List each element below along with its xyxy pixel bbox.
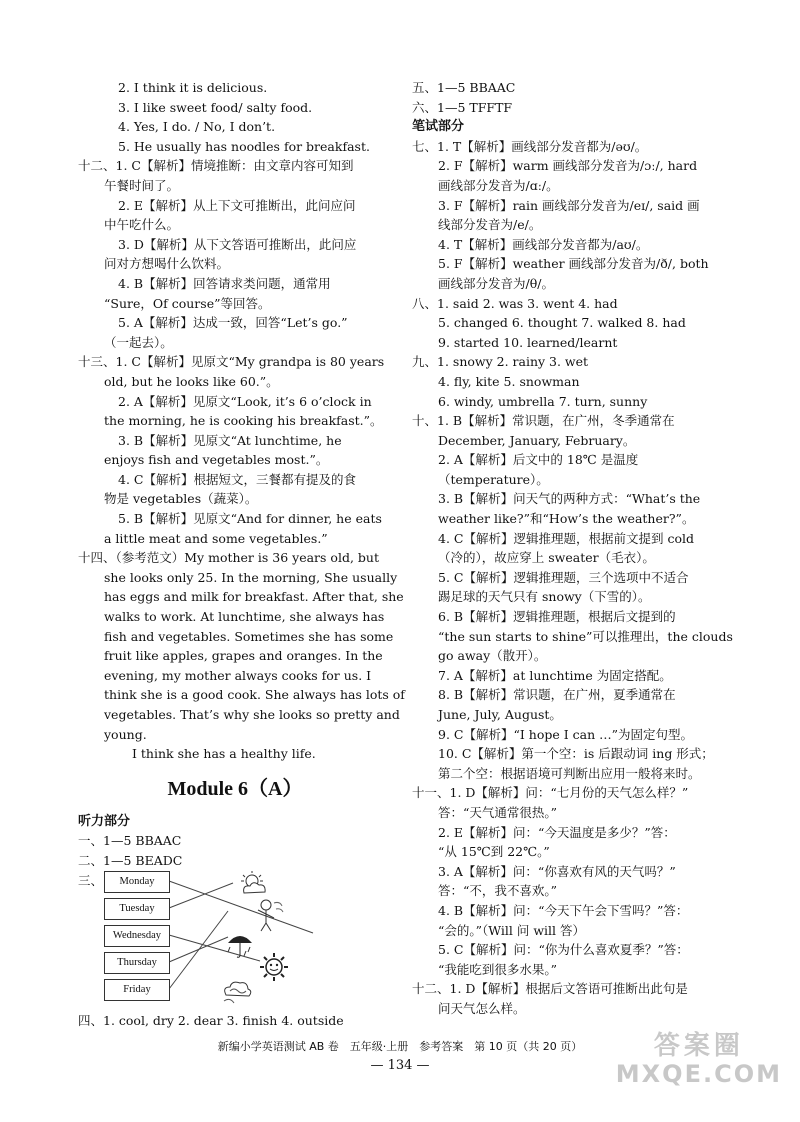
right-answer-line: 第二个空：根据语境可判断出应用一般将来时。 [438, 765, 701, 781]
right-answer-line: go away（散开）。 [438, 648, 547, 664]
left-answer-line: the morning, he is cooking his breakfast.”。 [104, 413, 383, 429]
left-answer-line: 4. Yes, I do. / No, I don’t. [118, 119, 276, 135]
left-answer-line: 2. A【解析】见原文“Look, it’s 6 o’clock in [118, 393, 372, 409]
left-answer-line: 3. I like sweet food/ salty food. [118, 99, 313, 115]
section-four-answers: 四、1. cool, dry 2. dear 3. finish 4. outside [78, 1012, 344, 1028]
left-answer-line: vegetables. That’s why she looks so pretty and [104, 707, 400, 722]
right-answer-line: 笔试部分 [412, 119, 465, 135]
right-answer-line: 7. A【解析】at lunchtime 为固定搭配。 [438, 667, 672, 683]
right-answer-line: （冷的），故应穿上 sweater（毛衣）。 [438, 550, 655, 566]
sun-face-icon [260, 953, 288, 981]
right-answer-line: 答：“天气通常很热。” [438, 804, 558, 820]
watermark-top: 答案圈 [653, 1031, 744, 1061]
day-box-monday: Monday [104, 871, 170, 893]
right-answer-lines [412, 78, 733, 1019]
sunny-cloud-icon [241, 871, 265, 893]
right-answer-line: 2. E【解析】问：“今天温度是多少？”答： [438, 824, 676, 840]
wind-cloud-icon [224, 982, 251, 1003]
right-column [412, 78, 733, 1019]
right-answer-line: 5. changed 6. thought 7. walked 8. had [438, 315, 686, 331]
left-answer-line: 物是 vegetables（蔬菜）。 [104, 491, 258, 507]
left-answer-line: （一起去）。 [104, 334, 173, 350]
right-answer-line: 五、1—5 BBAAC [412, 80, 516, 95]
module-title: Module 6（A） [167, 777, 303, 800]
left-answer-line: 5. B【解析】见原文“And for dinner, he eats [118, 511, 382, 527]
right-answer-line: 2. F【解析】warm 画线部分发音为/ɔː/, hard [438, 158, 698, 174]
site-watermark [616, 1032, 782, 1088]
right-answer-line: 九、1. snowy 2. rainy 3. wet [412, 354, 589, 370]
match-line-2 [169, 883, 233, 908]
right-answer-line: 9. started 10. learned/learnt [438, 334, 618, 350]
right-answer-line: 6. B【解析】逻辑推理题，根据后文提到的 [438, 609, 676, 625]
right-answer-line: 七、1. T【解析】画线部分发音都为/əʊ/。 [412, 138, 648, 154]
right-answer-line: “会的。”（Will 问 will 答） [438, 922, 586, 938]
page-number: — 134 — [370, 1058, 430, 1073]
left-answer-line: 2. I think it is delicious. [118, 80, 268, 95]
right-answer-line: 六、1—5 TFFTF [412, 99, 513, 115]
left-answer-line: fruit like apples, grapes and oranges. In the [104, 648, 383, 664]
right-answer-line: “从 15℃到 22℃。” [438, 844, 550, 860]
right-answer-line: 3. F【解析】rain 画线部分发音为/eɪ/, said 画 [438, 197, 700, 213]
left-answer-line: 问对方想喝什么饮料。 [104, 256, 230, 272]
right-answer-line: 4. C【解析】逻辑推理题，根据前文提到 cold [438, 530, 694, 546]
right-answer-line: 6. windy, umbrella 7. turn, sunny [438, 393, 648, 409]
left-answer-lines [78, 78, 405, 764]
matching-label: 三、 [78, 872, 104, 888]
day-box-thursday: Thursday [104, 952, 170, 974]
right-answer-line: 10. C【解析】第一个空：is 后跟动词 ing 形式； [438, 746, 714, 762]
boy-in-wind-icon [258, 900, 283, 931]
right-answer-line: 画线部分发音为/θ/。 [438, 275, 554, 291]
left-answer-line: fish and vegetables. Sometimes she has some [104, 628, 394, 644]
right-answer-line: “the sun starts to shine”可以推理出，the clouds [438, 628, 733, 644]
right-answer-line: 5. C【解析】问：“你为什么喜欢夏季？”答： [438, 942, 689, 958]
right-answer-line: 4. fly, kite 5. snowman [438, 373, 580, 389]
left-answer-line: young. [104, 726, 147, 742]
left-answer-line: walks to work. At lunchtime, she always has [104, 609, 385, 625]
left-answer-line: I think she has a healthy life. [132, 746, 316, 762]
left-column [78, 78, 405, 1030]
right-answer-line: June, July, August。 [438, 707, 562, 722]
listening-answer-1: 一、1—5 BBAAC [78, 833, 182, 849]
left-answer-line: 4. C【解析】根据短文，三餐都有提及的食 [118, 471, 356, 487]
match-line-1 [169, 881, 313, 933]
left-answer-line: 十三、1. C【解析】见原文“My grandpa is 80 years [78, 354, 385, 370]
footer-text: 新编小学英语测试 AB 卷 五年级·上册 参考答案 第 10 页（共 20 页） [217, 1040, 583, 1053]
watermark-bottom: MXQE.COM [615, 1060, 782, 1088]
day-box-tuesday: Tuesday [104, 898, 170, 920]
right-answer-line: 5. C【解析】逻辑推理题，三个选项中不适合 [438, 569, 689, 585]
listening-answer-2: 二、1—5 BEADC [78, 852, 183, 868]
left-answer-line: 4. B【解析】回答请求类问题，通常用 [118, 275, 331, 291]
left-answer-line: old, but he looks like 60.”。 [104, 373, 279, 389]
right-answer-line: 3. A【解析】问：“你喜欢有风的天气吗？” [438, 863, 676, 879]
left-answer-line: a little meat and some vegetables.” [104, 530, 328, 546]
right-answer-line: 4. T【解析】画线部分发音都为/aʊ/。 [438, 236, 649, 252]
left-answer-line: has eggs and milk for breakfast. After that, she [104, 589, 404, 605]
right-answer-line: December, January, February。 [438, 432, 636, 448]
right-answer-line: 2. A【解析】后文中的 18℃ 是温度 [438, 452, 639, 468]
left-answer-line: 中午吃什么。 [104, 217, 180, 233]
left-answer-line: 十四、（参考范文）My mother is 36 years old, but [78, 550, 379, 566]
left-answer-line: evening, my mother always cooks for us. I [104, 667, 372, 683]
right-answer-line: （temperature）。 [438, 471, 549, 487]
listening-heading: 听力部分 [78, 813, 131, 829]
right-answer-line: weather like?”和“How’s the weather?”。 [438, 511, 695, 527]
right-answer-line: 答：“不，我不喜欢。” [438, 883, 558, 899]
right-answer-line: 画线部分发音为/ɑː/。 [438, 177, 559, 193]
right-answer-line: 十一、1. D【解析】问：“七月份的天气怎么样？” [412, 785, 689, 801]
left-answer-line: she looks only 25. In the morning, She usually [104, 569, 398, 585]
right-answer-line: 5. F【解析】weather 画线部分发音为/ð/, both [438, 256, 709, 272]
right-answer-line: 3. B【解析】问天气的两种方式：“What’s the [438, 491, 701, 507]
day-box-wednesday: Wednesday [104, 925, 170, 947]
right-answer-line: 问天气怎么样。 [438, 1000, 526, 1016]
left-answer-line: 3. B【解析】见原文“At lunchtime, he [118, 432, 342, 448]
left-answer-line: 午餐时间了。 [104, 177, 180, 193]
rain-umbrella-icon [228, 936, 252, 957]
matching-exercise [78, 871, 392, 1011]
right-answer-line: 十二、1. D【解析】根据后文答语可推断出此句是 [412, 981, 688, 997]
right-answer-line: 9. C【解析】“I hope I can …”为固定句型。 [438, 726, 693, 742]
right-answer-line: 8. B【解析】常识题，在广州，夏季通常在 [438, 687, 676, 703]
right-answer-line: 4. B【解析】问：“今天下午会下雪吗？”答： [438, 902, 689, 918]
right-answer-line: 十、1. B【解析】常识题，在广州，冬季通常在 [412, 413, 675, 429]
left-answer-line: 十二、1. C【解析】情境推断：由文章内容可知到 [78, 158, 354, 174]
left-answer-line: 2. E【解析】从上下文可推断出，此问应问 [118, 197, 356, 213]
left-answer-line: enjoys fish and vegetables most.”。 [104, 452, 329, 468]
left-answer-line: “Sure，Of course”等回答。 [104, 295, 271, 311]
left-answer-line: 3. D【解析】从下文答语可推断出，此问应 [118, 236, 357, 252]
day-box-friday: Friday [104, 979, 170, 1001]
left-answer-line: 5. A【解析】达成一致，回答“Let’s go.” [118, 315, 348, 331]
right-answer-line: 线部分发音为/e/。 [438, 217, 542, 233]
match-line-5 [169, 911, 228, 989]
right-answer-line: “我能吃到很多水果。” [438, 961, 558, 977]
left-answer-line: think she is a good cook. She always has lots of [104, 687, 405, 703]
right-answer-line: 踢足球的天气只有 snowy（下雪的）。 [438, 589, 651, 605]
right-answer-line: 八、1. said 2. was 3. went 4. had [412, 295, 618, 311]
left-answer-line: 5. He usually has noodles for breakfast. [118, 138, 370, 154]
